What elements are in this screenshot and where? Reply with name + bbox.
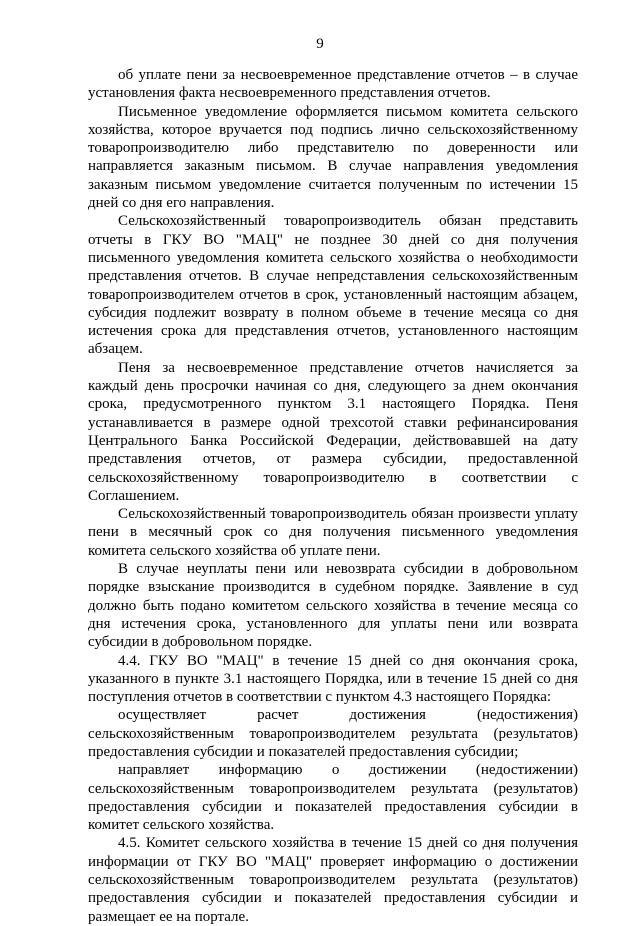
paragraph: 4.5. Комитет сельского хозяйства в течение 15 дней со дня получения информации от ГКУ ВО "МАЦ" проверяет информацию о достижении сельскохозяйственным товаропроизводителем результата (результатов) предоставления субсидии и показателей предоставления субсидии и размещает ее на портале.	[88, 835, 578, 925]
page-number: 9	[316, 36, 324, 52]
paragraph: Сельскохозяйственный товаропроизводитель обязан представить отчеты в ГКУ ВО "МАЦ" не позднее 30 дней со дня получения письменного уведомления комитета сельского хозяйства о необходимости представления отчетов. В случае непредставления сельскохозяйственным товаропроизводителем отчетов в срок, установленный настоящим абзацем, субсидия подлежит возврату в полном объеме в течение месяца со дня истечения срока для представления отчетов, установленного настоящим абзацем.	[88, 213, 578, 358]
paragraph: об уплате пени за несвоевременное представление отчетов – в случае установления факта несвоевременного представления отчетов.	[88, 67, 578, 102]
paragraph: направляет информацию о достижении (недостижении) сельскохозяйственным товаропроизводителем результата (результатов) предоставления субсидии и показателей предоставления субсидии в комитет сельского хозяйства.	[88, 762, 578, 834]
paragraph: Пеня за несвоевременное представление отчетов начисляется за каждый день просрочки начиная со дня, следующего за днем окончания срока, предусмотренного пунктом 3.1 настоящего Порядка. Пеня устанавливается в размере одной трехсотой ставки рефинансирования Центрального Банка Российской Федерации, действовавшей на дату представления отчетов, от размера субсидии, предоставленной сельскохозяйственному товаропроизводителю в соответствии с Соглашением.	[88, 359, 578, 504]
paragraph: 4.4. ГКУ ВО "МАЦ" в течение 15 дней со дня окончания срока, указанного в пункте 3.1 настоящего Порядка, или в течение 15 дней со дня поступления отчетов в соответствии с пунктом 4.3 настоящего Порядка:	[88, 652, 578, 706]
paragraph: Письменное уведомление оформляется письмом комитета сельского хозяйства, которое вручается под подпись лично сельскохозяйственному товаропроизводителю либо представителю по доверенности или направляется заказным письмом. В случае направления уведомления заказным письмом уведомление считается полученным по истечении 15 дней со дня его направления.	[88, 103, 578, 212]
paragraph: Сельскохозяйственный товаропроизводитель обязан произвести уплату пени в месячный срок со дня получения письменного уведомления комитета сельского хозяйства об уплате пени.	[88, 506, 578, 559]
paragraph: В случае неуплаты пени или невозврата субсидии в добровольном порядке взыскание производится в судебном порядке. Заявление в суд должно быть подано комитетом сельского хозяйства в течение месяца со дня истечения срока, установленного для уплаты пени или возврата субсидии в добровольном порядке.	[88, 561, 578, 651]
document-body	[88, 66, 578, 926]
paragraph: осуществляет расчет достижения (недостижения) сельскохозяйственным товаропроизводителем результата (результатов) предоставления субсидии и показателей предоставления субсидии;	[88, 707, 578, 760]
